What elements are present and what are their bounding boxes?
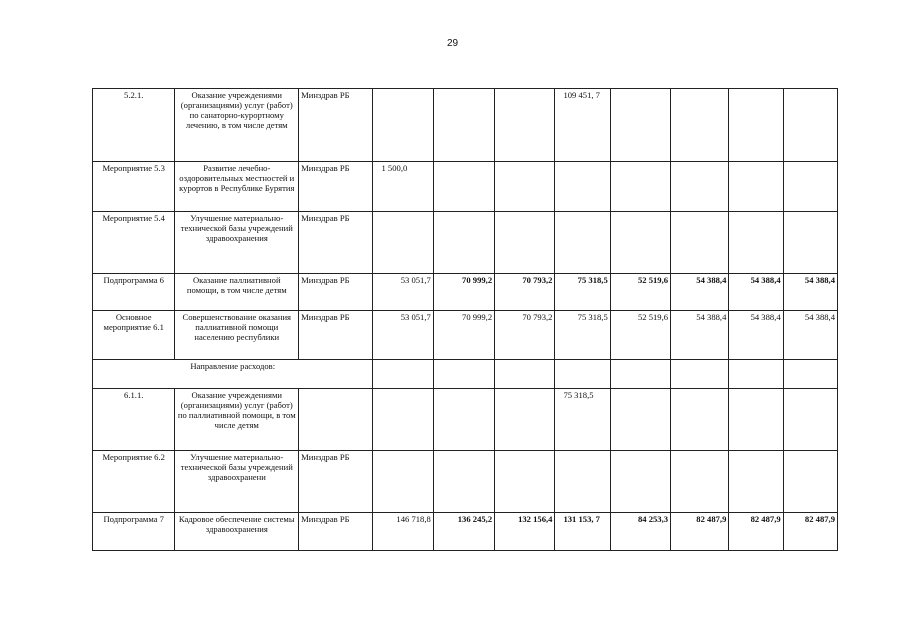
value-cell: 132 156,4 [495,513,555,551]
value-cell: 54 388,4 [783,274,837,311]
table-row [93,274,838,311]
value-cell [495,212,555,274]
budget-table [92,88,838,551]
table-row [93,311,838,360]
value-cell [555,451,610,513]
value-cell [433,389,494,451]
value-cell [671,389,729,451]
row-executor: Минздрав РБ [299,451,373,513]
value-cell: 131 153, 7 [555,513,610,551]
value-cell [373,89,433,162]
page-number: 29 [446,38,459,49]
value-cell [610,212,670,274]
value-cell: 70 793,2 [495,274,555,311]
value-cell [729,360,783,389]
value-cell [783,89,837,162]
row-executor: Минздрав РБ [299,89,373,162]
table-row [93,89,838,162]
value-cell: 1 500,0 [373,162,433,212]
value-cell [783,162,837,212]
row-name: Улучшение материально-технической базы учреждений здравоохранени [175,451,299,513]
row-executor: Минздрав РБ [299,513,373,551]
value-cell: 54 388,4 [783,311,837,360]
value-cell: 75 318,5 [555,389,610,451]
table-row [93,360,838,389]
row-code: Подпрограмма 7 [93,513,175,551]
value-cell: 82 487,9 [783,513,837,551]
value-cell [610,451,670,513]
value-cell [783,389,837,451]
value-cell [671,451,729,513]
value-cell [610,360,670,389]
row-name: Улучшение материально-технической базы учреждений здравоохранения [175,212,299,274]
value-cell [495,389,555,451]
row-name: Оказание учреждениями (организациями) услуг (работ) по паллиативной помощи, в том числе детям [175,389,299,451]
value-cell [729,162,783,212]
row-code: Основное мероприятие 6.1 [93,311,175,360]
row-name: Совершенствование оказания паллиативной помощи населению республики [175,311,299,360]
table-row [93,212,838,274]
value-cell [373,360,433,389]
value-cell: 52 519,6 [610,274,670,311]
value-cell [610,162,670,212]
row-name: Кадровое обеспечение системы здравоохранения [175,513,299,551]
row-code: Мероприятие 5.3 [93,162,175,212]
value-cell: 75 318,5 [555,311,610,360]
value-cell: 54 388,4 [729,311,783,360]
value-cell [783,360,837,389]
value-cell: 82 487,9 [729,513,783,551]
value-cell [729,89,783,162]
row-executor: Минздрав РБ [299,274,373,311]
table-row [93,162,838,212]
value-cell [433,212,494,274]
row-executor: Минздрав РБ [299,212,373,274]
row-code: Мероприятие 5.4 [93,212,175,274]
row-executor: Минздрав РБ [299,311,373,360]
value-cell [433,451,494,513]
value-cell: 82 487,9 [671,513,729,551]
value-cell [433,89,494,162]
value-cell [729,451,783,513]
value-cell: 54 388,4 [729,274,783,311]
value-cell [671,360,729,389]
value-cell [373,389,433,451]
value-cell: 53 051,7 [373,274,433,311]
value-cell [555,212,610,274]
value-cell: 54 388,4 [671,274,729,311]
row-code: Подпрограмма 6 [93,274,175,311]
value-cell: 70 999,2 [433,311,494,360]
row-name: Оказание учреждениями (организациями) услуг (работ) по санаторно-курортному лечению, в том числе детям [175,89,299,162]
value-cell: 136 245,2 [433,513,494,551]
row-executor: Минздрав РБ [299,162,373,212]
value-cell: 84 253,3 [610,513,670,551]
value-cell [495,360,555,389]
table-row [93,513,838,551]
value-cell [729,212,783,274]
value-cell: 54 388,4 [671,311,729,360]
value-cell [373,212,433,274]
expense-direction-title: Направление расходов: [93,360,373,389]
table-row [93,451,838,513]
value-cell [433,162,494,212]
value-cell [433,360,494,389]
value-cell: 70 793,2 [495,311,555,360]
row-code: Мероприятие 6.2 [93,451,175,513]
value-cell [495,162,555,212]
value-cell [495,451,555,513]
table-row [93,389,838,451]
value-cell [783,451,837,513]
value-cell: 75 318,5 [555,274,610,311]
value-cell: 70 999,2 [433,274,494,311]
value-cell: 109 451, 7 [555,89,610,162]
value-cell [373,451,433,513]
value-cell [671,212,729,274]
value-cell [729,389,783,451]
value-cell [555,162,610,212]
value-cell [610,89,670,162]
value-cell [555,360,610,389]
value-cell: 146 718,8 [373,513,433,551]
value-cell: 52 519,6 [610,311,670,360]
value-cell [495,89,555,162]
value-cell [783,212,837,274]
row-code: 6.1.1. [93,389,175,451]
row-executor [299,389,373,451]
value-cell [671,162,729,212]
row-code: 5.2.1. [93,89,175,162]
row-name: Развитие лечебно-оздоровительных местностей и курортов в Республике Бурятия [175,162,299,212]
value-cell: 53 051,7 [373,311,433,360]
value-cell [610,389,670,451]
value-cell [671,89,729,162]
row-name: Оказание паллиативной помощи, в том числе детям [175,274,299,311]
